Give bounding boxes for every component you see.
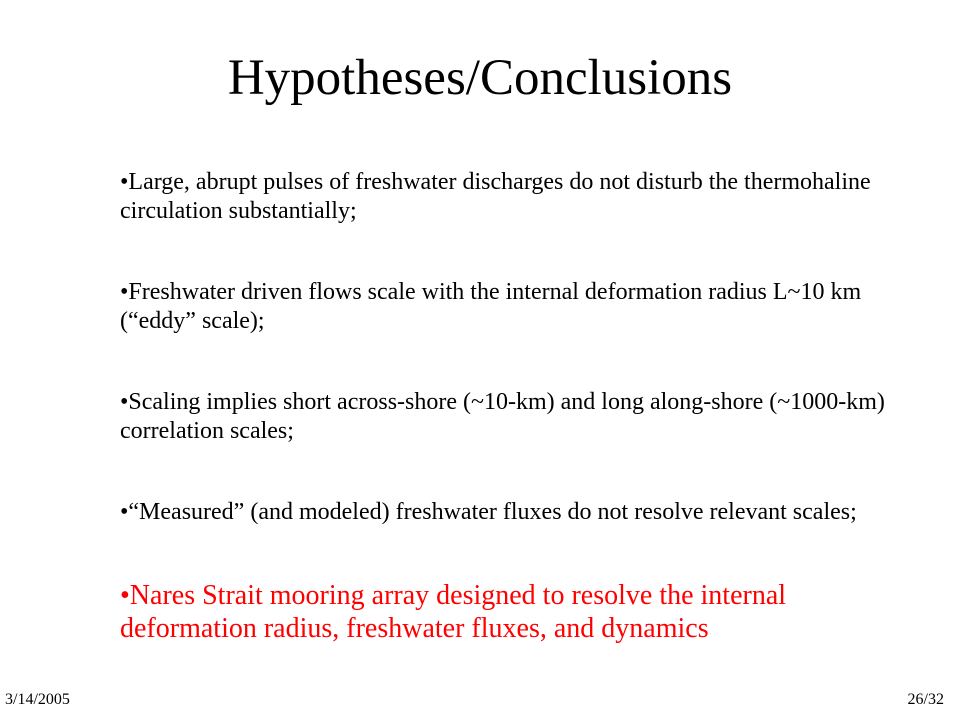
bullet-item-thermohaline: •Large, abrupt pulses of freshwater discharges do not disturb the thermohaline circulation substantially; xyxy=(120,169,871,224)
bullet-item-measured-fluxes: •“Measured” (and modeled) freshwater fluxes do not resolve relevant scales; xyxy=(120,499,857,525)
footer-page-number: 26/32 xyxy=(907,691,944,708)
bullet-item-correlation-scales: •Scaling implies short across-shore (~10-km) and long along-shore (~1000-km) correlation scales; xyxy=(120,389,885,444)
slide-title: Hypotheses/Conclusions xyxy=(227,50,733,106)
bullet-item-mooring-array: •Nares Strait mooring array designed to resolve the internal deformation radius, freshwater fluxes, and dynamics xyxy=(120,580,787,644)
bullet-item-deformation-radius: •Freshwater driven flows scale with the internal deformation radius L~10 km (“eddy” scale); xyxy=(120,279,862,334)
footer-date: 3/14/2005 xyxy=(5,691,70,708)
bullet-list xyxy=(120,168,900,697)
